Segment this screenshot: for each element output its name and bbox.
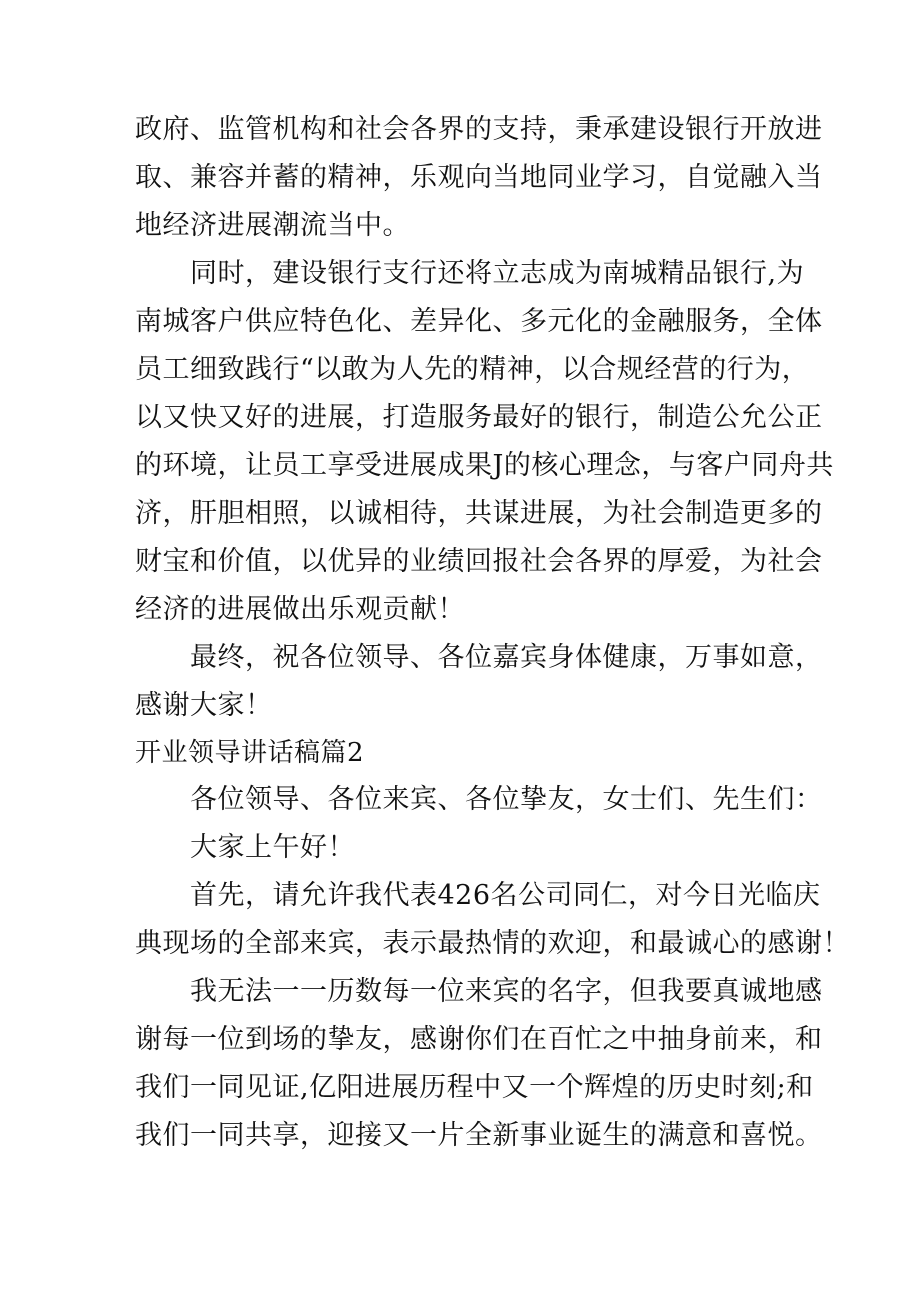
salutation-line: 各位领导、各位来宾、各位挚友，女士们、先生们： bbox=[190, 784, 823, 815]
text-line: 经济的进展做出乐观贡献！ bbox=[135, 594, 465, 625]
paragraph-start-line: 最终，祝各位领导、各位嘉宾身体健康，万事如意， bbox=[190, 642, 823, 673]
text-line: 谢每一位到场的挚友，感谢你们在百忙之中抽身前来，和 bbox=[135, 1024, 823, 1055]
text-line: 感谢大家！ bbox=[135, 690, 273, 721]
paragraph-start-line: 首先，请允许我代表426名公司同仁，对今日光临庆 bbox=[190, 880, 821, 911]
document-body bbox=[135, 106, 850, 1160]
text-line: 员工细致践行“以敢为人先的精神，以合规经营的行为， bbox=[135, 354, 810, 385]
text-line: 政府、监管机构和社会各界的支持，秉承建设银行开放进 bbox=[135, 114, 823, 145]
text-line: 南城客户供应特色化、差异化、多元化的金融服务，全体 bbox=[135, 306, 823, 337]
paragraph-start-line: 同时，建设银行支行还将立志成为南城精品银行,为 bbox=[190, 258, 805, 289]
section-heading: 开业领导讲话稿篇2 bbox=[135, 738, 365, 768]
paragraph-start-line: 我无法一一历数每一位来宾的名字，但我要真诚地感 bbox=[190, 976, 823, 1007]
greeting-line: 大家上午好！ bbox=[190, 832, 355, 863]
text-line: 我们一同共享，迎接又一片全新事业诞生的满意和喜悦。 bbox=[135, 1120, 823, 1151]
text-line: 以又快又好的进展，打造服务最好的银行，制造公允公正 bbox=[135, 402, 823, 433]
text-line: 的环境，让员工享受进展成果J的核心理念，与客户同舟共 bbox=[135, 450, 834, 481]
text-line: 取、兼容并蓄的精神，乐观向当地同业学习，自觉融入当 bbox=[135, 162, 823, 193]
text-line: 济，肝胆相照，以诚相待，共谋进展，为社会制造更多的 bbox=[135, 498, 823, 529]
text-line: 财宝和价值，以优异的业绩回报社会各界的厚爱，为社会 bbox=[135, 546, 823, 577]
text-line: 典现场的全部来宾，表示最热情的欢迎，和最诚心的感谢！ bbox=[135, 928, 850, 959]
text-line: 地经济进展潮流当中。 bbox=[135, 210, 410, 241]
text-line: 我们一同见证,亿阳进展历程中又一个辉煌的历史时刻;和 bbox=[135, 1072, 814, 1103]
